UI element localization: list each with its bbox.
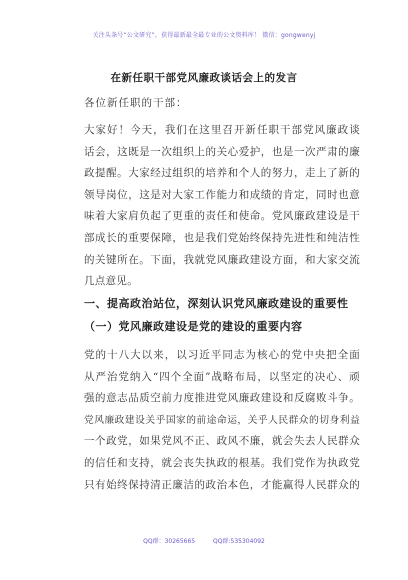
paragraph-1 — [84, 120, 360, 293]
paragraph-line: 政提醒。大家经过组织的培养和个人的努力，走上了新的 — [84, 167, 360, 180]
paragraph-line: 领导岗位，这是对大家工作能力和成绩的肯定，同时也意 — [84, 188, 360, 201]
header-promo-banner: 关注头条号“公文研究”，获得最新最全最专业的公文资料库！ 微信：gongwenyj — [92, 32, 316, 39]
footer-qq-group-1: QQ群：30265665 — [143, 538, 196, 545]
paragraph-line: 大家好！今天，我们在这里召开新任职干部党风廉政谈 — [84, 124, 360, 136]
paragraph-line: 味着大家肩负起了更重的责任和使命。党风廉政建设是干 — [84, 210, 360, 223]
salutation: 各位新任职的干部： — [84, 97, 188, 109]
paragraph-line: 强的意志品质空前力度推进党风廉政建设和反腐败斗争。 — [84, 392, 360, 405]
paragraph-line: 一个政党，如果党风不正、政风不廉，就会失去人民群众 — [84, 435, 360, 448]
paragraph-line: 只有始终保持清正廉洁的政治本色，才能赢得人民群众的 — [84, 478, 360, 491]
subsection-heading: （一）党风廉政建设是党的建设的重要内容 — [84, 320, 303, 333]
paragraph-line: 从严治党纳入“四个全面”战略布局，以坚定的决心、顽 — [84, 370, 360, 383]
paragraph-line: 几点意见。 — [84, 275, 138, 288]
footer-qq-banner — [0, 536, 408, 545]
document-title: 在新任职干部党风廉政谈话会上的发言 — [110, 72, 298, 84]
paragraph-2 — [84, 345, 360, 496]
section-heading: 一、提高政治站位，深刻认识党风廉政建设的重要性 — [84, 297, 349, 310]
paragraph-line: 部成长的重要保障，也是我们党始终保持先进性和纯洁性 — [84, 231, 360, 244]
paragraph-line: 党风廉政建设关乎国家的前途命运，关乎人民群众的切身利益 — [84, 414, 360, 426]
paragraph-line: 党的十八大以来，以习近平同志为核心的党中央把全面 — [84, 349, 360, 361]
footer-qq-group-2: QQ群:535304092 — [213, 538, 265, 545]
paragraph-line: 的关键所在。下面，我就党风廉政建设方面，和大家交流 — [84, 253, 360, 266]
paragraph-line: 的信任和支持，就会丧失执政的根基。我们党作为执政党 — [84, 456, 360, 469]
paragraph-line: 话会，这既是一次组织上的关心爱护，也是一次严肃的廉 — [84, 145, 360, 158]
